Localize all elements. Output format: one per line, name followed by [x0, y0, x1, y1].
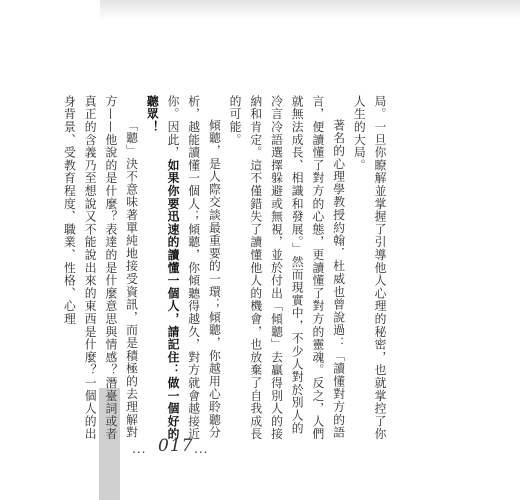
page-number: 017 — [158, 436, 194, 456]
vertical-text-body — [62, 95, 390, 445]
bold-phrase-1: 如果你要迅速的 — [165, 159, 180, 249]
top-edge-shadow — [100, 0, 520, 20]
paragraph-1: 局。一旦你瞭解並掌握了引導他人心理的秘密，也就掌控了你人生的大局。 — [352, 95, 387, 441]
footer-left-dots: ... — [132, 442, 147, 456]
footer-right-dots: ... — [194, 442, 209, 456]
page-footer — [100, 436, 230, 460]
paragraph-4: 「聽」決不意味著單純地接受資訊，而是積極的去理解對方——他說的是什麼？表達的是什麼意思與情感？潛臺詞或者真正的含義乃至想說又不能說出來的東西是什麼？一個人的出身背景、受教育程度、職業、性格、心理 — [62, 95, 139, 441]
paragraph-3-plain: 傾聽，是人際交談最重要的一環；傾聽，你越用心聆聽分析，越能讀懂一個人；傾聽，你傾聽得越久，對方就會越接近你。因此， — [165, 95, 222, 441]
bold-phrase-2: 讀懂一個人，請記住：做一個好的聽眾！ — [145, 95, 180, 441]
paragraph-2: 著名的心理學教授約翰．杜威也曾說過：「讀懂對方的語言，便讀懂了對方的心態，更讀懂了對方的靈魂。反之，人們就無法成長、相識和發展。」然而現實中，不少人對於別人的冷言冷語選擇躲避或無視，並於付出「傾聽」去贏得別人的接納和肯定。這不僅錯失了讀懂他人的機會，也放棄了自我成長的可能。 — [228, 95, 346, 441]
paragraph-3 — [142, 95, 225, 445]
